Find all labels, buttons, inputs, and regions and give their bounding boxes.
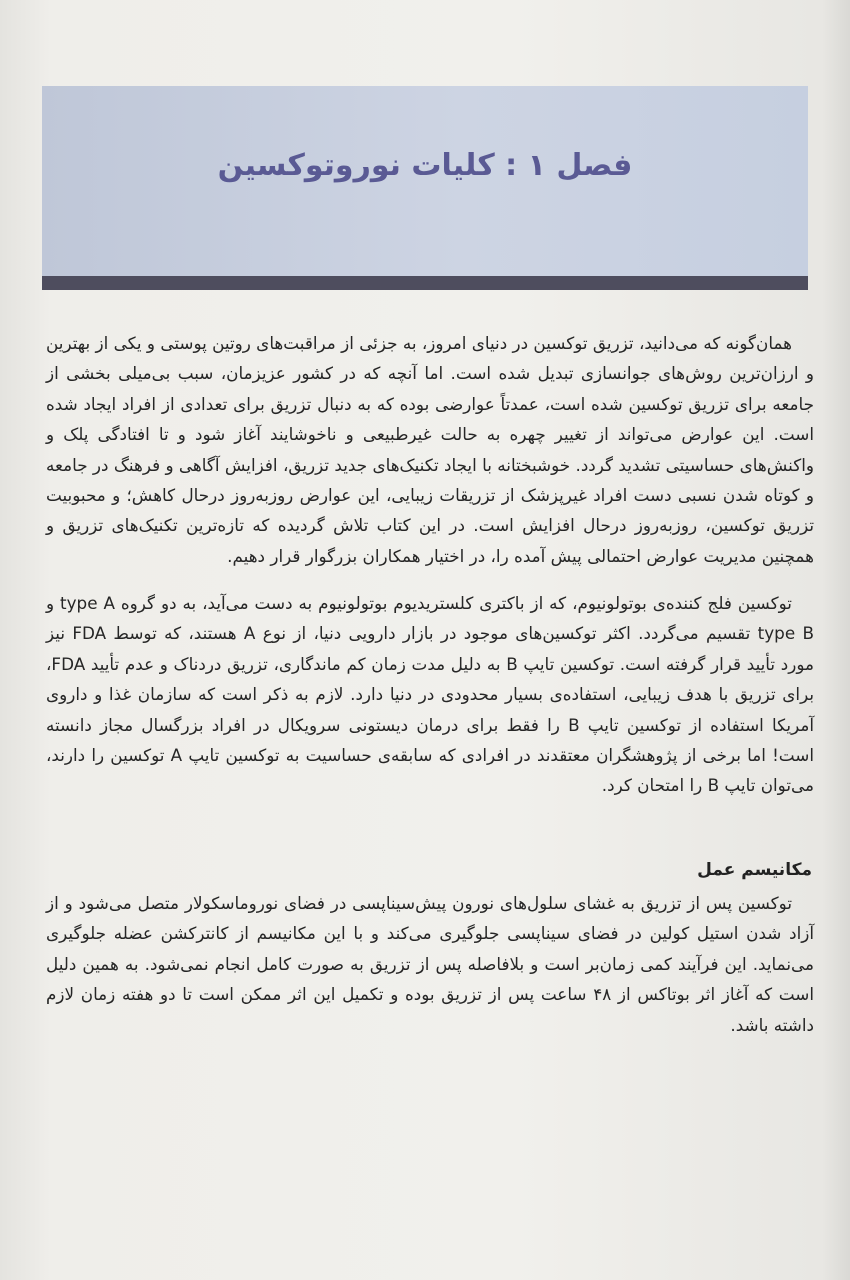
paragraph-toxin-types: توکسین فلج کننده‌ی بوتولونیوم، که از باکتری کلستریدیوم بوتولونیوم به دست می‌آید، به دو گروه type A و type B تقسیم می‌گردد. اکثر توکسین‌های موجود در بازار دارویی دنیا، از نوع A هستند، که توسط FDA نیز مورد تأیید قرار گرفته است. توکسین تایپ B به دلیل مدت زمان کم ماندگاری، تزریق دردناک و عدم تأیید FDA، برای تزریق با هدف زیبایی، استفاده‌ی بسیار محدودی در دنیا دارد. لازم به ذکر است که سازمان غذا و داروی آمریکا استفاده از توکسین تایپ B را فقط برای درمان دیستونی سرویکال در افراد بزرگسال مجاز دانسته است! اما برخی از پژوهشگران معتقدند در افرادی که سابقه‌ی حساسیت به توکسین تایپ A توکسین را دارند، می‌توان تایپ B را امتحان کرد.	[46, 593, 814, 796]
chapter-title: فصل ۱ : کلیات نوروتوکسین	[217, 148, 633, 183]
body-paragraph	[46, 588, 814, 801]
body-paragraph	[46, 328, 814, 571]
section-heading: مکانیسم عمل	[697, 860, 812, 880]
page-edge-shadow	[822, 0, 850, 1280]
chapter-divider-bar	[42, 276, 808, 290]
paragraph-mechanism: توکسین پس از تزریق به غشای سلول‌های نورون پیش‌سیناپسی در فضای نوروماسکولار متصل می‌شود و از آزاد شدن استیل کولین در فضای سیناپسی جلوگیری می‌کند و با این مکانیسم از کانترکشن عضله جلوگیری می‌نماید. این فرآیند کمی زمان‌بر است و بلافاصله پس از تزریق به صورت کامل انجام نمی‌شود. به همین دلیل است که آغاز اثر بوتاکس از ۴۸ ساعت پس از تزریق بوده و تکمیل این اثر ممکن است تا دو هفته زمان لازم داشته باشد.	[46, 893, 815, 1035]
body-paragraph	[46, 888, 814, 1040]
paragraph-introduction: همان‌گونه که می‌دانید، تزریق توکسین در دنیای امروز، به جزئی از مراقبت‌های روتین پوستی و یکی از بهترین و ارزان‌ترین روش‌های جوانسازی تبدیل شده است. اما آنچه که در کشور عزیزمان، سبب بی‌میلی بخشی از جامعه برای تزریق توکسین شده است، عمدتاً عوارضی بوده که به دنبال تزریق برای تعدادی از افراد ایجاد شده است. این عوارض می‌تواند از تغییر چهره به حالت غیرطبیعی و ناخوشایند آغاز شود و تا افتادگی پلک و واکنش‌های حساسیتی تشدید گردد. خوشبختانه با ایجاد تکنیک‌های جدید تزریق، افزایش آگاهی و فرهنگ در جامعه و کوتاه شدن نسبی دست افراد غیرپزشک از تزریقات زیبایی، این عوارض روزبه‌روز درحال کاهش؛ و محبوبیت تزریق توکسین، روزبه‌روز درحال افزایش است. در این کتاب تلاش گردیده که تازه‌ترین تکنیک‌های تزریق و همچنین مدیریت عوارض احتمالی پیش آمده را، در اختیار همکاران بزرگوار قرار دهیم.	[46, 333, 814, 566]
